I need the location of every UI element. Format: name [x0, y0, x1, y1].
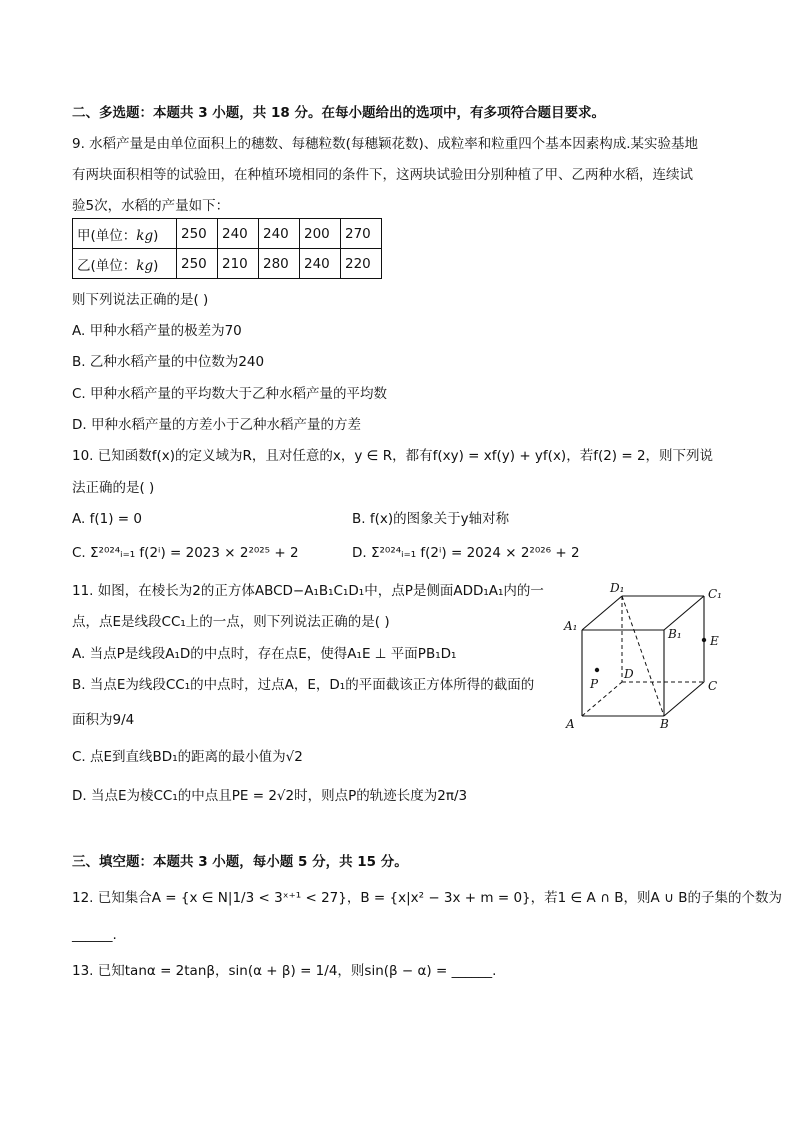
point-e	[702, 638, 706, 642]
table-cell: 240	[218, 219, 259, 249]
edge-b1-c1	[664, 596, 704, 630]
q9-option-b: B. 乙种水稻产量的中位数为240	[72, 354, 265, 370]
cube-figure	[560, 580, 740, 730]
table-row	[73, 249, 382, 279]
q12-stem-line-1: 12. 已知集合A = {x ∈ N|1/3 < 3ˣ⁺¹ < 27}，B = {x|x² − 3x + m = 0}，若1 ∈ A ∩ B，则A ∪ B的子集的个数为	[72, 890, 782, 906]
section-2-header: 二、多选题：本题共 3 小题，共 18 分。在每小题给出的选项中，有多项符合题目要求。	[72, 105, 605, 121]
q11-option-b-line-1: B. 当点E为线段CC₁的中点时，过点A，E，D₁的平面截该正方体所得的截面的	[72, 677, 535, 693]
q9-stem-line-2: 有两块面积相等的试验田，在种植环境相同的条件下，这两块试验田分别种植了甲、乙两种水稻，连续试	[72, 167, 693, 183]
table-cell: 210	[218, 249, 259, 279]
label-d1: D₁	[610, 581, 625, 595]
label-d: D	[624, 667, 634, 681]
table-cell: 250	[177, 249, 218, 279]
q11-stem-line-2: 点，点E是线段CC₁上的一点，则下列说法正确的是( )	[72, 614, 390, 630]
q9-option-a: A. 甲种水稻产量的极差为70	[72, 323, 242, 339]
q10-option-d: D. Σ²⁰²⁴ᵢ₌₁ f(2ⁱ) = 2024 × 2²⁰²⁶ + 2	[352, 545, 580, 561]
q13-stem-line-1: 13. 已知tanα = 2tanβ，sin(α + β) = 1/4，则sin(β − α) = ______.	[72, 963, 497, 979]
q9-stem-line-3: 验5次，水稻的产量如下：	[72, 198, 230, 214]
table-cell: 270	[341, 219, 382, 249]
row-label: 甲(单位：kg)	[73, 219, 177, 249]
point-p	[595, 668, 599, 672]
q11-option-d: D. 当点E为棱CC₁的中点且PE = 2√2时，则点P的轨迹长度为2π/3	[72, 788, 468, 804]
q9-option-c: C. 甲种水稻产量的平均数大于乙种水稻产量的平均数	[72, 386, 388, 402]
table-row	[73, 219, 382, 249]
edge-a1-d1	[582, 596, 622, 630]
label-e: E	[710, 634, 719, 648]
q9-yield-table	[72, 218, 382, 279]
q12-stem-line-2: ______.	[72, 927, 117, 943]
table-cell: 200	[300, 219, 341, 249]
table-cell: 250	[177, 219, 218, 249]
diagonal-d1-b-hidden	[622, 596, 664, 716]
label-b: B	[660, 717, 669, 730]
q9-question: 则下列说法正确的是( )	[72, 292, 209, 308]
row-label: 乙(单位：kg)	[73, 249, 177, 279]
q9-option-d: D. 甲种水稻产量的方差小于乙种水稻产量的方差	[72, 417, 361, 433]
q9-stem-line-1: 9. 水稻产量是由单位面积上的穗数、每穗粒数(每穗颖花数)、成粒率和粒重四个基本因素构成.某实验基地	[72, 136, 698, 152]
q11-stem-line-1: 11. 如图，在棱长为2的正方体ABCD−A₁B₁C₁D₁中，点P是侧面ADD₁A₁内的一	[72, 583, 544, 599]
q11-option-c: C. 点E到直线BD₁的距离的最小值为√2	[72, 749, 303, 765]
q11-option-a: A. 当点P是线段A₁D的中点时，存在点E，使得A₁E ⊥ 平面PB₁D₁	[72, 646, 457, 662]
q10-stem-line-2: 法正确的是( )	[72, 480, 155, 496]
q11-option-b-line-2: 面积为9/4	[72, 712, 135, 728]
label-b1: B₁	[668, 627, 682, 641]
label-p: P	[590, 677, 599, 691]
label-a1: A₁	[564, 619, 578, 633]
edge-a-d-hidden	[582, 682, 622, 716]
section-3-header: 三、填空题：本题共 3 小题，每小题 5 分，共 15 分。	[72, 854, 408, 870]
edge-b-c	[664, 682, 704, 716]
table-cell: 280	[259, 249, 300, 279]
q10-stem-line-1: 10. 已知函数f(x)的定义域为R，且对任意的x，y ∈ R，都有f(xy) = xf(y) + yf(x)，若f(2) = 2，则下列说	[72, 448, 714, 464]
label-c: C	[708, 679, 718, 693]
q10-option-b: B. f(x)的图象关于y轴对称	[352, 511, 510, 527]
q10-option-a: A. f(1) = 0	[72, 511, 142, 527]
table-cell: 240	[259, 219, 300, 249]
label-a: A	[566, 717, 575, 730]
label-c1: C₁	[708, 587, 722, 601]
table-cell: 220	[341, 249, 382, 279]
q10-option-c: C. Σ²⁰²⁴ᵢ₌₁ f(2ⁱ) = 2023 × 2²⁰²⁵ + 2	[72, 545, 299, 561]
table-cell: 240	[300, 249, 341, 279]
